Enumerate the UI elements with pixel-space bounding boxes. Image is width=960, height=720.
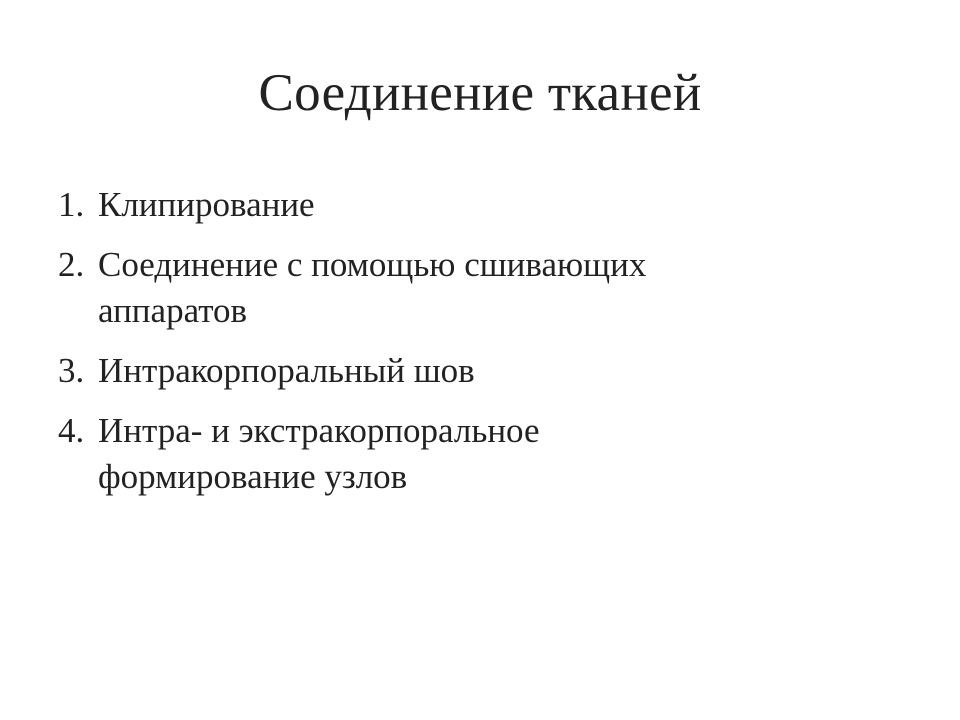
list-item-3 xyxy=(58,348,918,394)
item-text-line: формирование узлов xyxy=(98,457,408,496)
item-number: 3. xyxy=(58,351,85,390)
list-item-1 xyxy=(58,182,918,228)
list-item-2 xyxy=(58,242,918,334)
item-text xyxy=(98,408,918,500)
item-text-line: Клипирование xyxy=(98,185,315,224)
item-text-line: Интракорпоральный шов xyxy=(98,351,475,390)
item-text xyxy=(98,242,918,334)
item-text-line: Соединение с помощью сшивающих xyxy=(98,245,647,284)
item-text-line: аппаратов xyxy=(98,291,248,330)
item-text-line: Интра- и экстракорпоральное xyxy=(98,411,540,450)
list-item-4 xyxy=(58,408,918,500)
item-list xyxy=(58,182,918,514)
item-text xyxy=(98,348,918,394)
item-text xyxy=(98,182,918,228)
item-number: 4. xyxy=(58,411,85,450)
item-number: 1. xyxy=(58,185,85,224)
item-number: 2. xyxy=(58,245,85,284)
slide-title: Соединение тканей xyxy=(258,64,702,122)
